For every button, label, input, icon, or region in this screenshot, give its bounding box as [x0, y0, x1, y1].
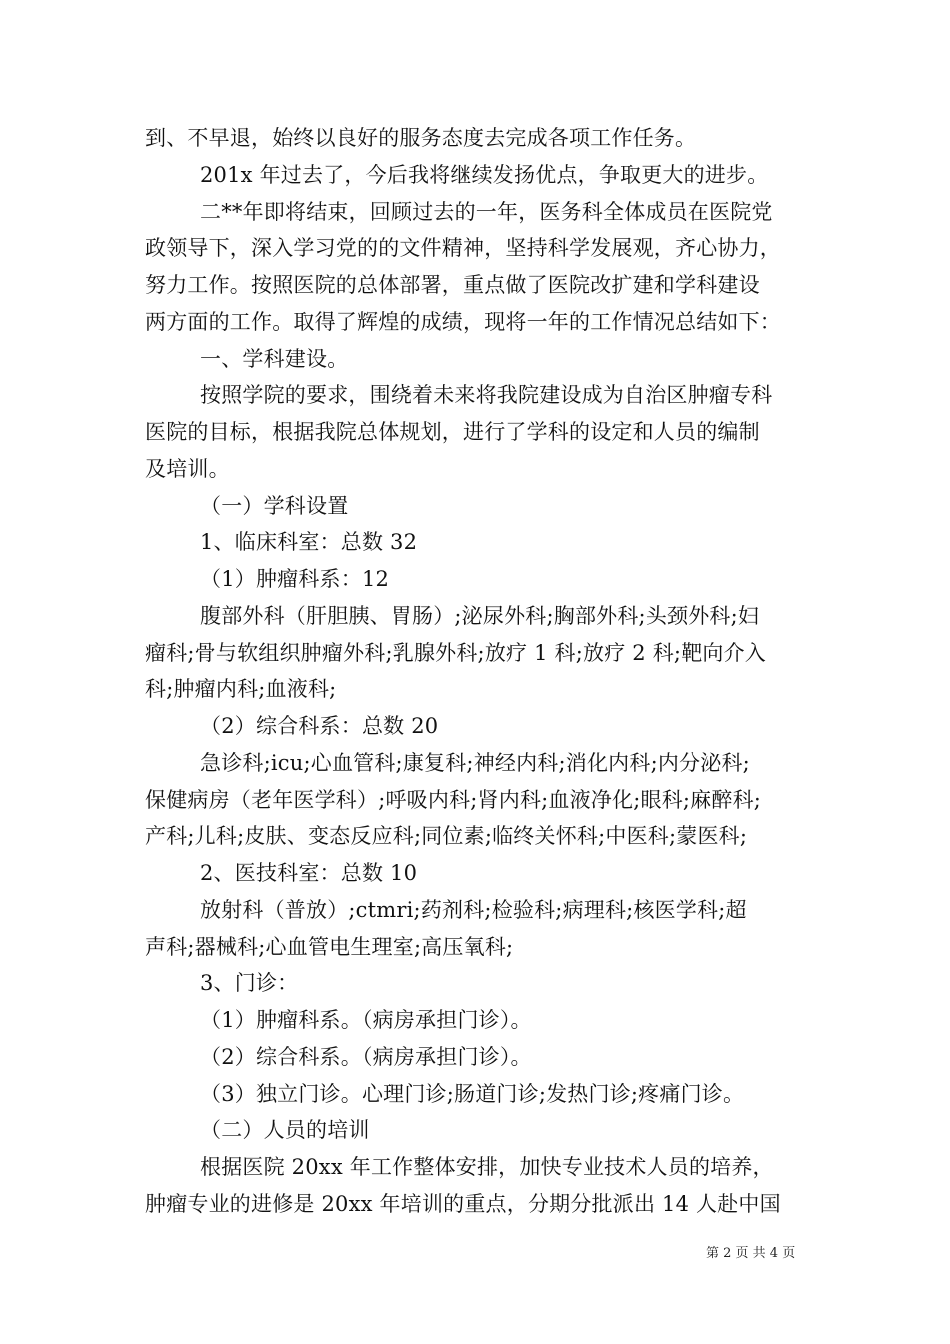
text-line: 二**年即将结束，回顾过去的一年，医务科全体成员在医院党 [200, 200, 773, 224]
text-line: 声科;器械科;心血管电生理室;高压氧科; [145, 935, 514, 959]
text-line: 努力工作。按照医院的总体部署，重点做了医院改扩建和学科建设 [145, 273, 760, 297]
text-line: 保健病房（老年医学科）;呼吸内科;肾内科;血液净化;眼科;麻醉科; [145, 788, 762, 812]
text-line: 3、门诊： [200, 971, 299, 995]
section-heading: 一、学科建设。 [200, 347, 349, 371]
page-number: 第 2 页 共 4 页 [706, 1246, 796, 1261]
text-line: 放射科（普放）;ctmri;药剂科;检验科;病理科;核医学科;超 [200, 898, 747, 922]
text-line: 根据医院 20xx 年工作整体安排，加快专业技术人员的培养， [200, 1155, 774, 1179]
text-line: 及培训。 [145, 457, 230, 481]
text-line: （1）肿瘤科系。（病房承担门诊）。 [200, 1008, 532, 1032]
text-line: 医院的目标，根据我院总体规划，进行了学科的设定和人员的编制 [145, 420, 760, 444]
text-line: 科;肿瘤内科;血液科; [145, 677, 337, 701]
text-line: 急诊科;icu;心血管科;康复科;神经内科;消化内科;内分泌科; [200, 751, 750, 775]
text-line: 201x 年过去了，今后我将继续发扬优点，争取更大的进步。 [200, 163, 769, 187]
text-line: （2）综合科系。（病房承担门诊）。 [200, 1045, 532, 1069]
subsection-heading: （二）人员的培训 [200, 1118, 370, 1142]
text-line: 肿瘤专业的进修是 20xx 年培训的重点，分期分批派出 14 人赴中国 [145, 1192, 781, 1216]
text-line: 产科;儿科;皮肤、变态反应科;同位素;临终关怀科;中医科;蒙医科; [145, 824, 748, 848]
text-line: （2）综合科系：总数 20 [200, 714, 439, 738]
text-line: 两方面的工作。取得了辉煌的成绩，现将一年的工作情况总结如下： [145, 310, 781, 334]
text-line: 政领导下，深入学习党的的文件精神，坚持科学发展观，齐心协力， [145, 236, 781, 260]
subsection-heading: （一）学科设置 [200, 494, 349, 518]
text-line: （1）肿瘤科系：12 [200, 567, 390, 591]
text-line: 腹部外科（肝胆胰、胃肠）;泌尿外科;胸部外科;头颈外科;妇 [200, 604, 760, 628]
text-line: （3）独立门诊。心理门诊;肠道门诊;发热门诊;疼痛门诊。 [200, 1082, 745, 1106]
text-line: 到、不早退，始终以良好的服务态度去完成各项工作任务。 [145, 126, 697, 150]
text-line: 按照学院的要求，围绕着未来将我院建设成为自治区肿瘤专科 [200, 383, 773, 407]
text-line: 1、临床科室：总数 32 [200, 530, 418, 554]
text-line: 2、医技科室：总数 10 [200, 861, 418, 885]
text-line: 瘤科;骨与软组织肿瘤外科;乳腺外科;放疗 1 科;放疗 2 科;靶向介入 [145, 641, 766, 665]
